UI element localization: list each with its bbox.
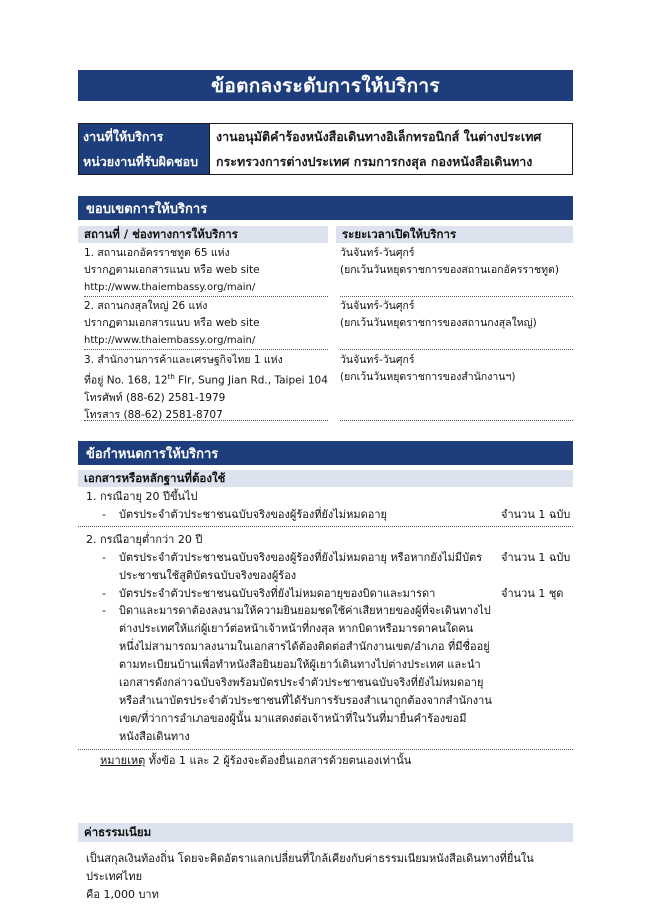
address-part: ที่อยู่ No. 168, 12 — [84, 374, 168, 387]
time-days: วันจันทร์-วันศุกร์ — [340, 354, 415, 366]
bullet-dash: - — [102, 587, 106, 600]
item-text: บัตรประจำตัวประชาชนฉบับจริงที่ยังไม่หมดอายุของบิดาและมารดา — [119, 587, 436, 600]
scope-heading: ขอบเขตการให้บริการ — [78, 196, 573, 220]
time-note: (ยกเว้นวันหยุดราชการของสถานเอกอัครราชทูต) — [340, 264, 559, 276]
case-2-item-2 — [78, 585, 573, 603]
place-phone: โทรศัพท์ (88-62) 2581-1979 — [84, 391, 226, 404]
case-1-heading: 1. กรณีอายุ 20 ปีขึ้นไป — [86, 490, 198, 503]
scope-row-3-place — [84, 352, 328, 421]
item-line: เขต/ที่ว่าการอำเภอของผู้นั้น มาแสดงต่อเจ้าหน้าที่ในวันที่มายื่นคำร้องขอมี — [119, 712, 467, 725]
place-ref: ปรากฏตามเอกสารแนบ หรือ web site — [84, 264, 260, 276]
scope-row-1-place — [84, 245, 328, 297]
divider — [78, 749, 573, 750]
service-row — [79, 124, 572, 150]
item-qty: จำนวน 1 ฉบับ — [501, 551, 571, 564]
item-text — [119, 602, 539, 746]
address-rest: Flr, Sung Jian Rd., Taipei 104 — [174, 374, 328, 387]
note-text: ทั้งข้อ 1 และ 2 ผู้ร้องจะต้องยื่นเอกสารด้วยตนเองเท่านั้น — [145, 754, 412, 767]
scope-row-2-time — [340, 298, 573, 350]
item-line: ต่างประเทศให้แก่ผู้เยาว์ต่อหน้าเจ้าหน้าที่กงสุล หากบิดาหรือมารดาคนใดคน — [119, 622, 474, 635]
case-2-heading: 2. กรณีอายุต่ำกว่า 20 ปี — [86, 533, 203, 546]
item-qty: จำนวน 1 ฉบับ — [501, 508, 571, 521]
service-label: งานที่ให้บริการ — [79, 124, 210, 149]
address-sup: th — [167, 373, 175, 381]
item-line: เอกสารดังกล่าวฉบับจริงพร้อมบัตรประจำตัวประชาชนฉบับจริงที่ยังไม่หมดอายุ — [119, 676, 484, 689]
item-text: บัตรประจำตัวประชาชนฉบับจริงของผู้ร้องที่ยังไม่หมดอายุ — [119, 508, 387, 521]
place-url: http://www.thaiembassy.org/main/ — [84, 335, 256, 346]
note — [100, 752, 411, 770]
docs-heading: เอกสารหรือหลักฐานที่ต้องใช้ — [78, 470, 573, 487]
item-line: หนังสือเดินทาง — [119, 730, 190, 743]
fee-heading: ค่าธรรมเนียม — [78, 823, 573, 842]
place-name: 2. สถานกงสุลใหญ่ 26 แห่ง — [84, 300, 208, 312]
item-line: บัตรประจำตัวประชาชนฉบับจริงของผู้ร้องที่ยังไม่หมดอายุ หรือหากยังไม่มีบัตร — [119, 551, 483, 564]
item-qty: จำนวน 1 ชุด — [501, 587, 564, 600]
item-line: ประชาชนใช้สูติบัตรฉบับจริงของผู้ร้อง — [119, 569, 297, 582]
case-2-item-3 — [78, 602, 573, 748]
service-value: งานอนุมัติคำร้องหนังสือเดินทางอิเล็กทรอนิกส์ ในต่างประเทศ — [210, 124, 572, 149]
note-label: หมายเหตุ — [100, 754, 146, 767]
scope-row-2-place — [84, 298, 328, 350]
bullet-dash: - — [102, 604, 106, 617]
agency-value: กระทรวงการต่างประเทศ กรมการกงสุล กองหนังสือเดินทาง — [210, 149, 572, 174]
place-fax: โทรสาร (88-62) 2581-8707 — [84, 408, 223, 421]
case-1-item — [78, 506, 573, 527]
col-time-header: ระยะเวลาเปิดให้บริการ — [336, 226, 573, 243]
case-2-item-1 — [78, 549, 573, 587]
service-info-table — [78, 123, 573, 175]
scope-row-3-time — [340, 352, 573, 421]
time-note: (ยกเว้นวันหยุดราชการของสถานกงสุลใหญ่) — [340, 317, 537, 329]
bullet-dash: - — [102, 508, 106, 521]
place-url: http://www.thaiembassy.org/main/ — [84, 282, 256, 293]
place-name: 3. สำนักงานการค้าและเศรษฐกิจไทย 1 แห่ง — [84, 354, 283, 366]
place-name: 1. สถานเอกอัครราชทูต 65 แห่ง — [84, 247, 230, 259]
fee-line: คือ 1,000 บาท — [86, 888, 159, 901]
item-line: บิดาและมารดาต้องลงนามให้ความยินยอมชดใช้ค่าเสียหายของผู้ที่จะเดินทางไป — [119, 604, 491, 617]
agency-label: หน่วยงานที่รับผิดชอบ — [79, 149, 210, 174]
requirements-heading: ข้อกำหนดการให้บริการ — [78, 441, 573, 465]
place-ref: ปรากฏตามเอกสารแนบ หรือ web site — [84, 317, 260, 329]
time-note: (ยกเว้นวันหยุดราชการของสำนักงานฯ) — [340, 371, 516, 383]
time-days: วันจันทร์-วันศุกร์ — [340, 300, 415, 312]
place-address — [84, 369, 328, 390]
page-title: ข้อตกลงระดับการให้บริการ — [78, 70, 573, 101]
item-line: หรือสำเนาบัตรประจำตัวประชาชนที่ได้รับการรับรองสำเนาถูกต้องจากสำนักงาน — [119, 694, 492, 707]
col-place-header: สถานที่ / ช่องทางการให้บริการ — [78, 226, 328, 243]
fee-line: เป็นสกุลเงินท้องถิ่น โดยจะคิดอัตราแลกเปลี่ยนที่ใกล้เคียงกับค่าธรรมเนียมหนังสือเดินทางที่ยื่นในประเทศไทย — [86, 852, 534, 883]
item-line: ตามทะเบียนบ้านเพื่อทำหนังสือยินยอมให้ผู้เยาว์เดินทางไปต่างประเทศ และนำ — [119, 658, 481, 671]
scope-row-1-time — [340, 245, 573, 297]
agency-row — [79, 149, 572, 174]
time-days: วันจันทร์-วันศุกร์ — [340, 247, 415, 259]
fee-text — [86, 850, 573, 904]
bullet-dash: - — [102, 551, 106, 564]
item-text — [119, 549, 499, 585]
item-line: หนึ่งไม่สามารถมาลงนามในเอกสารได้ต้องติดต่อสำนักงานเขต/อำเภอ ที่มีชื่ออยู่ — [119, 640, 490, 653]
